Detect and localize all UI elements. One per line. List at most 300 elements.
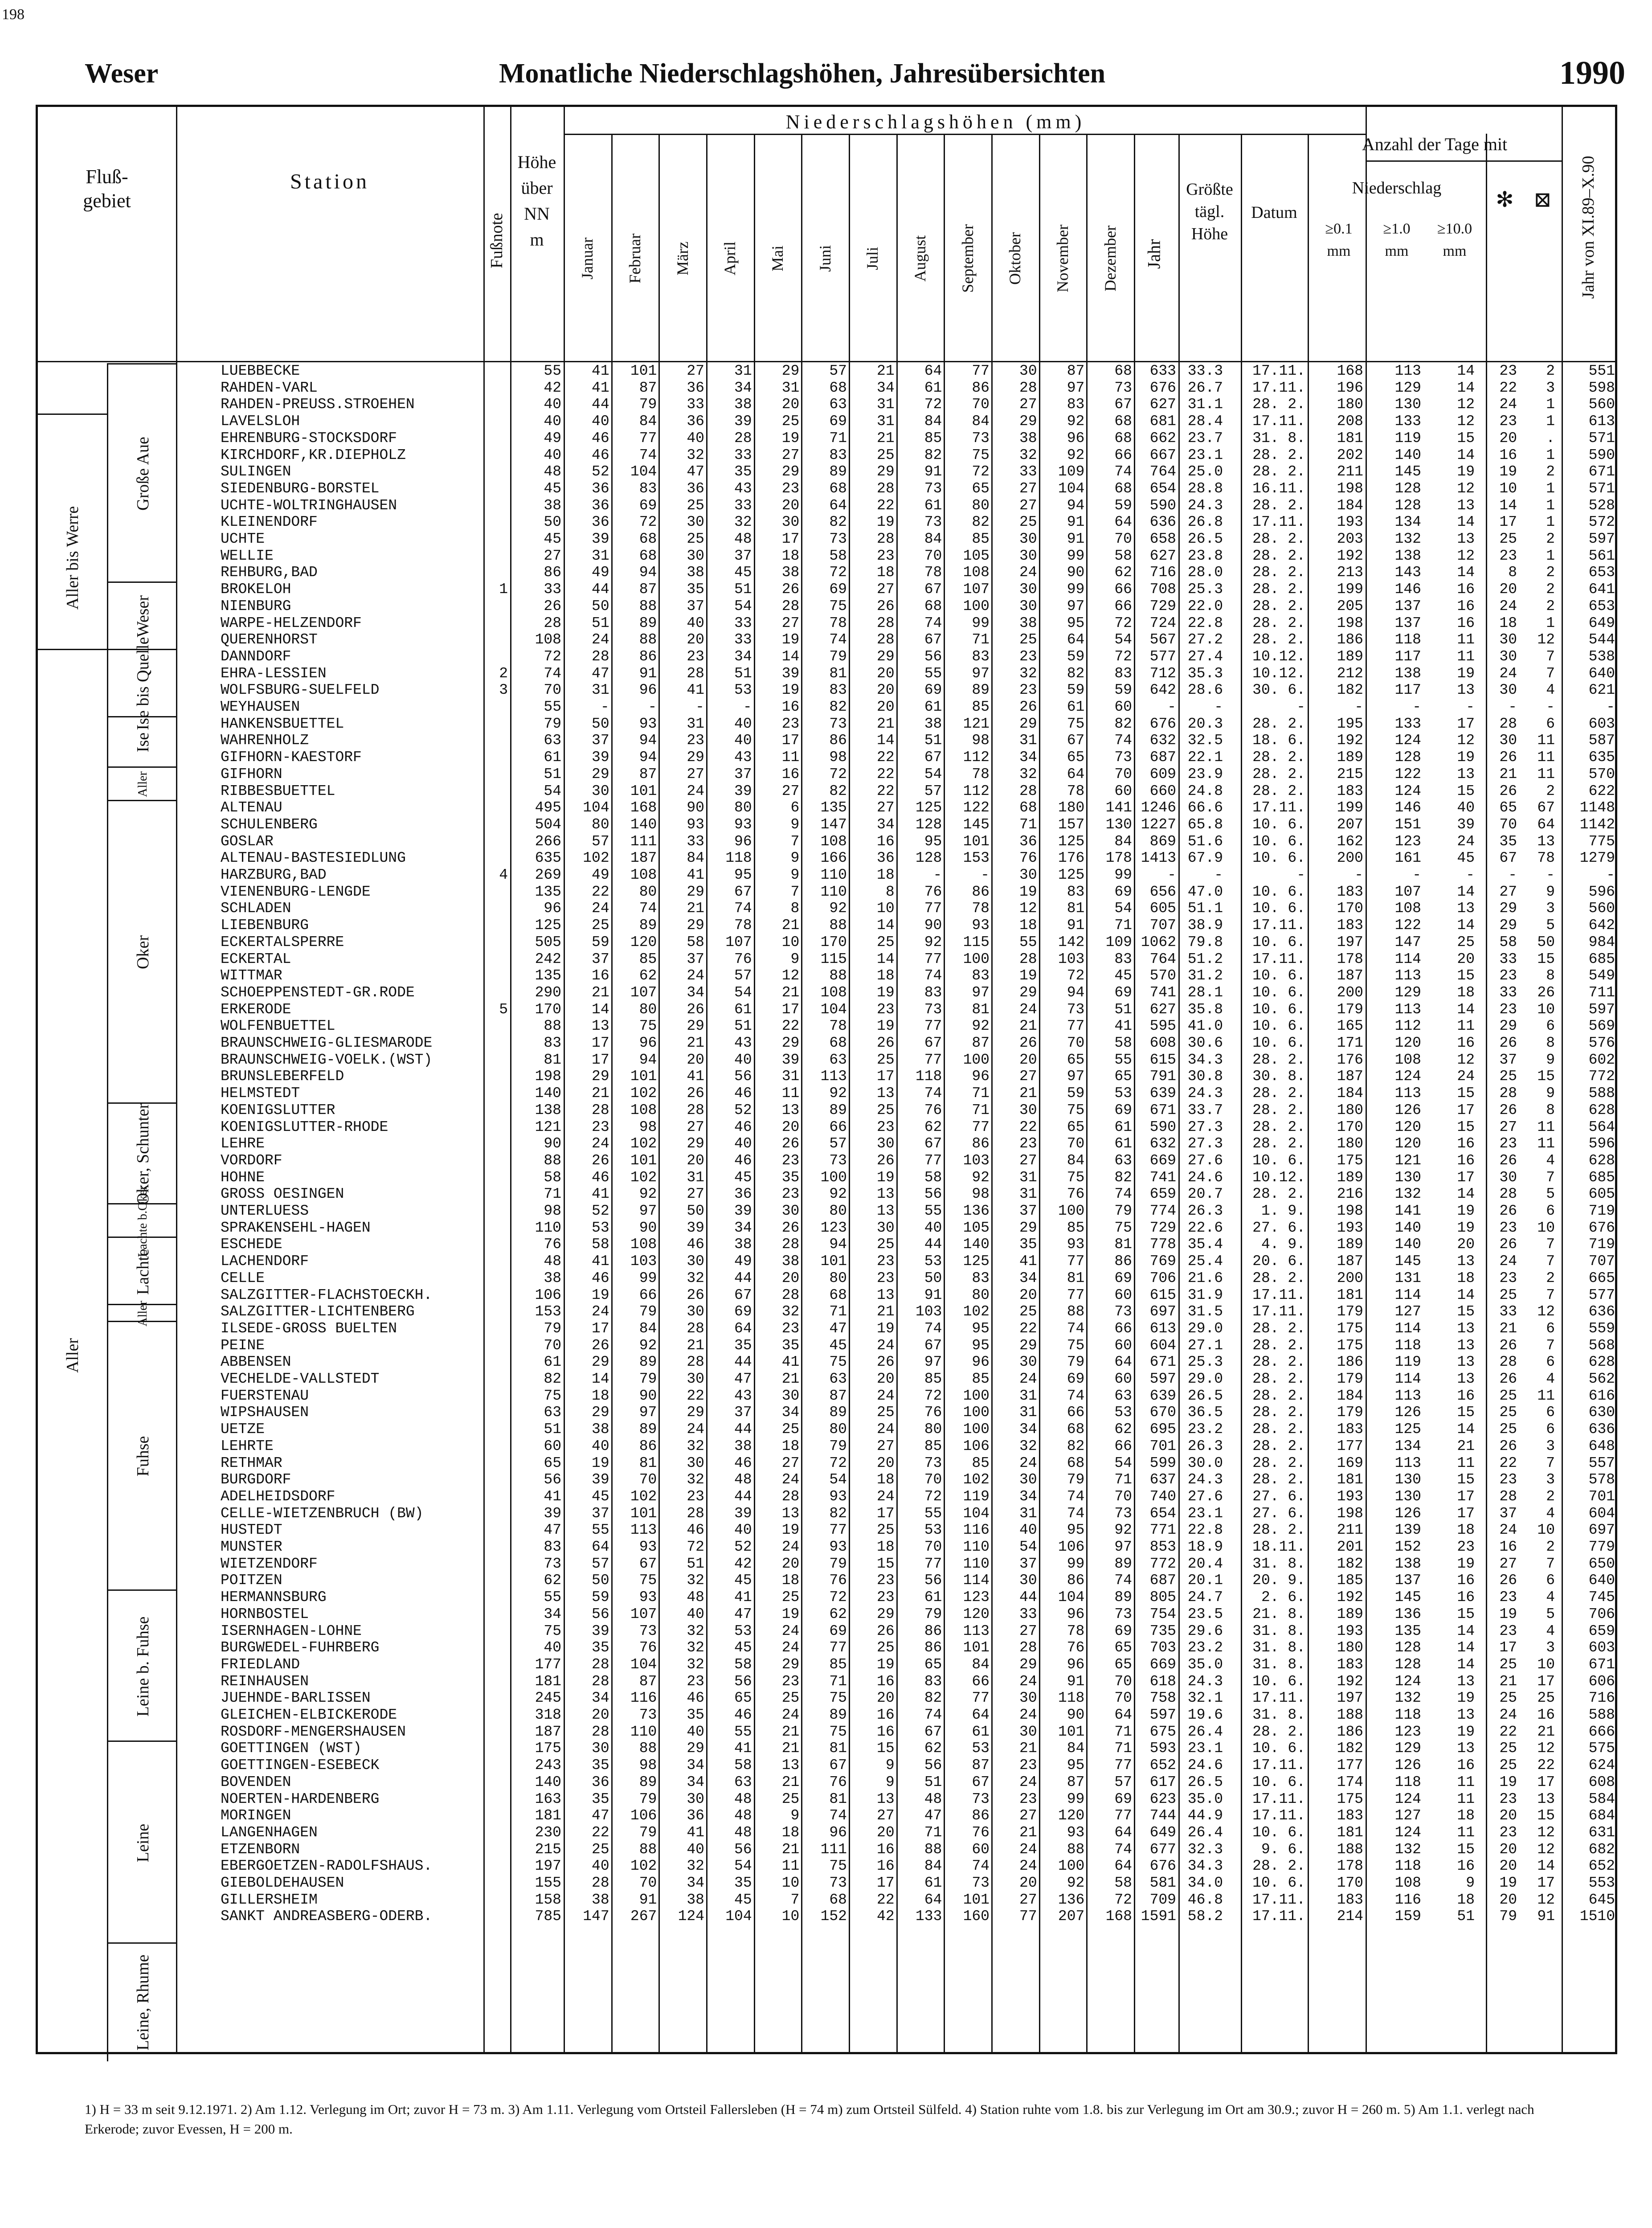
table-cell: 9: [790, 1807, 800, 1824]
table-cell: 85: [972, 531, 990, 547]
table-cell: 168: [630, 799, 657, 816]
station-name: ROSDORF-MENGERSHAUSEN: [221, 1723, 406, 1740]
table-cell: 28. 2.: [1252, 1135, 1305, 1152]
table-cell: 697: [1149, 1303, 1176, 1320]
table-cell: 26: [592, 1152, 609, 1169]
table-cell: 21: [781, 1773, 800, 1790]
table-row: [38, 1153, 1615, 1168]
table-cell: 81: [829, 665, 847, 682]
table-cell: 605: [1149, 900, 1176, 917]
table-cell: 729: [1149, 1219, 1176, 1236]
hoehe-header: [510, 149, 564, 253]
table-cell: 91: [924, 463, 942, 480]
table-cell: 19: [1499, 1773, 1517, 1790]
table-cell: 73: [1114, 749, 1132, 766]
table-cell: 74: [1067, 1505, 1085, 1522]
table-cell: 14: [1457, 1421, 1475, 1438]
table-cell: 707: [1588, 1253, 1615, 1270]
table-row: [38, 1170, 1615, 1185]
table-cell: 110: [820, 883, 847, 900]
table-cell: 86: [972, 379, 990, 396]
table-cell: 75: [1067, 715, 1085, 732]
table-cell: 37: [734, 547, 752, 564]
table-cell: 61: [544, 749, 561, 766]
table-cell: 775: [1588, 833, 1615, 850]
table-cell: 71: [924, 1824, 942, 1841]
table-cell: 19: [1457, 1203, 1475, 1219]
table-cell: 40: [544, 396, 561, 413]
table-cell: 27: [877, 1807, 895, 1824]
table-cell: 155: [535, 1875, 561, 1891]
station-name: GIFHORN-KAESTORF: [221, 749, 362, 766]
table-cell: 104: [583, 799, 609, 816]
table-cell: 560: [1588, 900, 1615, 917]
table-cell: 93: [639, 1539, 657, 1555]
table-cell: 86: [639, 1438, 657, 1454]
table-cell: 36.5: [1187, 1404, 1223, 1421]
table-cell: 17: [781, 531, 800, 547]
table-cell: 19: [781, 631, 800, 648]
table-cell: 24: [781, 1639, 800, 1656]
table-cell: 67: [1499, 850, 1517, 867]
table-cell: 91: [924, 1286, 942, 1303]
table-cell: 77: [639, 430, 657, 446]
table-cell: 19: [877, 1320, 895, 1337]
table-cell: 128: [1394, 749, 1421, 766]
table-cell: 18: [781, 547, 800, 564]
table-cell: 99: [639, 1270, 657, 1286]
year-title: 1990: [1559, 55, 1625, 91]
table-cell: 88: [639, 631, 657, 648]
table-cell: 61: [924, 1589, 942, 1606]
table-cell: 111: [630, 833, 657, 850]
table-cell: 25: [877, 1522, 895, 1539]
table-cell: 133: [1394, 413, 1421, 430]
table-cell: 630: [1588, 1404, 1615, 1421]
table-cell: 21: [877, 715, 895, 732]
table-cell: 684: [1588, 1807, 1615, 1824]
table-cell: 24.3: [1187, 497, 1223, 514]
table-cell: 13: [877, 1790, 895, 1807]
groesste-label-1: Größte: [1186, 180, 1233, 199]
table-cell: 18: [877, 867, 895, 883]
table-cell: 31: [592, 547, 609, 564]
table-cell: 13: [1457, 1320, 1475, 1337]
table-cell: 74: [734, 900, 752, 917]
station-name: BOVENDEN: [221, 1773, 291, 1790]
table-cell: 68: [829, 1891, 847, 1908]
table-cell: 697: [1588, 1522, 1615, 1539]
table-cell: 28: [592, 1723, 609, 1740]
table-cell: 28.1: [1187, 984, 1223, 1001]
table-cell: 2: [1546, 1270, 1555, 1286]
table-cell: 83: [972, 1270, 990, 1286]
table-cell: 32: [687, 1471, 704, 1488]
table-cell: 45: [592, 1488, 609, 1505]
table-cell: 38: [687, 1891, 704, 1908]
station-name: LANGENHAGEN: [221, 1824, 318, 1841]
table-cell: 25: [1537, 1690, 1555, 1707]
table-cell: 102: [630, 1488, 657, 1505]
table-cell: 29.6: [1187, 1622, 1223, 1639]
table-cell: 74: [924, 967, 942, 984]
table-cell: 30: [1019, 531, 1037, 547]
table-cell: 98: [829, 749, 847, 766]
table-cell: 2: [1546, 1488, 1555, 1505]
table-cell: 23: [877, 1253, 895, 1270]
table-cell: 51: [924, 1773, 942, 1790]
table-cell: 25.0: [1187, 463, 1223, 480]
table-cell: 13: [781, 1505, 800, 1522]
table-cell: 21: [687, 900, 704, 917]
table-cell: 25: [877, 446, 895, 463]
table-cell: 10. 6.: [1252, 1035, 1305, 1051]
table-cell: 20.4: [1187, 1555, 1223, 1572]
table-cell: 166: [820, 850, 847, 867]
table-cell: 706: [1588, 1605, 1615, 1622]
table-cell: 92: [1067, 1875, 1085, 1891]
table-cell: 17.11.: [1252, 950, 1305, 967]
jahr-von-header: Jahr von XI.89–X.90: [1579, 156, 1598, 299]
table-cell: 23: [781, 1186, 800, 1203]
table-cell: 707: [1149, 917, 1176, 934]
table-cell: 95: [734, 867, 752, 883]
table-cell: 772: [1588, 1068, 1615, 1085]
table-cell: 17: [1457, 1169, 1475, 1186]
table-cell: 30: [1019, 1723, 1037, 1740]
table-cell: 20: [781, 1270, 800, 1286]
table-cell: 26: [1499, 1572, 1517, 1589]
table-cell: 31: [592, 682, 609, 699]
table-cell: 25: [592, 1841, 609, 1858]
table-cell: 14: [592, 1371, 609, 1387]
table-cell: 627: [1149, 547, 1176, 564]
table-cell: 73: [829, 1152, 847, 1169]
table-cell: 181: [535, 1673, 561, 1690]
table-cell: 181: [535, 1807, 561, 1824]
table-cell: 18: [1499, 614, 1517, 631]
table-cell: 588: [1588, 1707, 1615, 1723]
table-cell: 53: [924, 1253, 942, 1270]
table-cell: 10. 6.: [1252, 934, 1305, 950]
table-cell: 96: [1067, 430, 1085, 446]
table-cell: 198: [1337, 480, 1363, 497]
table-cell: 135: [535, 967, 561, 984]
table-cell: 44: [734, 1421, 752, 1438]
table-row: [38, 1018, 1615, 1034]
table-cell: 41: [592, 1253, 609, 1270]
table-cell: 12: [781, 967, 800, 984]
table-cell: 55: [592, 1522, 609, 1539]
table-cell: 19: [1457, 1723, 1475, 1740]
table-cell: 180: [1337, 1639, 1363, 1656]
table-cell: 41: [1114, 1018, 1132, 1035]
table-cell: 90: [639, 1387, 657, 1404]
table-cell: 667: [1149, 446, 1176, 463]
table-cell: 16: [1457, 1757, 1475, 1774]
table-cell: 19: [877, 514, 895, 531]
table-cell: 70: [1114, 1690, 1132, 1707]
table-cell: 23: [592, 1118, 609, 1135]
table-row: [38, 1690, 1615, 1706]
table-cell: 16.11.: [1252, 480, 1305, 497]
station-name: VECHELDE-VALLSTEDT: [221, 1371, 380, 1387]
table-cell: 24: [1499, 1707, 1517, 1723]
table-cell: 21.6: [1187, 1270, 1223, 1286]
table-cell: 41: [687, 1068, 704, 1085]
table-cell: 18: [781, 1438, 800, 1454]
table-cell: 158: [535, 1891, 561, 1908]
table-cell: 140: [1394, 446, 1421, 463]
table-cell: 18.11.: [1252, 1539, 1305, 1555]
table-cell: 73: [924, 480, 942, 497]
table-cell: 59: [1067, 648, 1085, 665]
table-row: [38, 1085, 1615, 1101]
table-cell: 22.0: [1187, 598, 1223, 614]
table-cell: 192: [1337, 1589, 1363, 1606]
table-cell: 15: [1457, 1841, 1475, 1858]
table-cell: 13: [592, 1018, 609, 1035]
table-cell: 113: [1394, 363, 1421, 379]
table-cell: 132: [1394, 1841, 1421, 1858]
table-cell: 30: [592, 1740, 609, 1757]
table-cell: 16: [1457, 1589, 1475, 1606]
table-cell: 22: [1019, 1118, 1037, 1135]
table-cell: -: [1354, 867, 1363, 883]
table-cell: 57: [592, 833, 609, 850]
table-cell: 10. 6.: [1252, 1673, 1305, 1690]
table-cell: 266: [535, 833, 561, 850]
table-cell: 43: [734, 1035, 752, 1051]
table-cell: 97: [639, 1203, 657, 1219]
anzahl-header: Anzahl der Tage mit: [1362, 134, 1508, 154]
table-cell: 27: [781, 614, 800, 631]
table-cell: 94: [829, 1236, 847, 1253]
table-cell: 27: [687, 1118, 704, 1135]
table-cell: 170: [820, 934, 847, 950]
table-cell: 70: [1067, 1135, 1085, 1152]
table-cell: 74: [1067, 1387, 1085, 1404]
table-cell: 38: [734, 1236, 752, 1253]
table-cell: 677: [1149, 1841, 1176, 1858]
table-cell: 572: [1588, 514, 1615, 531]
table-cell: 71: [829, 1303, 847, 1320]
table-cell: 99: [1067, 581, 1085, 598]
table-cell: 142: [1058, 934, 1085, 950]
table-cell: 64: [592, 1539, 609, 1555]
table-cell: 26: [1499, 1035, 1517, 1051]
table-cell: 193: [1337, 1488, 1363, 1505]
table-cell: 70: [544, 682, 561, 699]
table-cell: 12: [1457, 732, 1475, 749]
table-cell: 127: [1394, 1303, 1421, 1320]
table-cell: 44: [924, 1236, 942, 1253]
table-cell: 59: [1114, 682, 1132, 699]
table-cell: 81: [1067, 900, 1085, 917]
river-group-label: Weser: [133, 595, 152, 638]
table-cell: 79: [1114, 1203, 1132, 1219]
table-cell: 23: [1499, 1824, 1517, 1841]
table-cell: 77: [972, 1690, 990, 1707]
table-cell: 75: [829, 598, 847, 614]
table-cell: 19: [1499, 463, 1517, 480]
table-cell: 30: [1499, 732, 1517, 749]
table-cell: 64: [734, 1320, 752, 1337]
table-row: [38, 397, 1615, 412]
table-cell: 153: [535, 1303, 561, 1320]
table-cell: 41: [1019, 1253, 1037, 1270]
table-cell: 82: [1114, 715, 1132, 732]
table-cell: 180: [1058, 799, 1085, 816]
table-cell: 160: [963, 1908, 990, 1925]
table-cell: 56: [734, 1673, 752, 1690]
table-cell: 18: [1019, 917, 1037, 934]
table-cell: 72: [924, 1387, 942, 1404]
table-cell: 16: [1457, 1035, 1475, 1051]
table-cell: 30: [781, 514, 800, 531]
table-cell: 109: [1058, 463, 1085, 480]
table-cell: 96: [972, 1068, 990, 1085]
table-cell: 45: [734, 1639, 752, 1656]
unit-10: mm: [1385, 243, 1409, 259]
table-cell: 21: [1499, 1673, 1517, 1690]
table-cell: 597: [1149, 1707, 1176, 1723]
table-cell: 121: [963, 715, 990, 732]
table-cell: 613: [1149, 1320, 1176, 1337]
table-cell: 34: [687, 1773, 704, 1790]
table-cell: 64: [1114, 514, 1132, 531]
table-cell: 10: [781, 1875, 800, 1891]
table-cell: 54: [734, 984, 752, 1001]
table-cell: 38.9: [1187, 917, 1223, 934]
table-cell: 57: [829, 363, 847, 379]
table-cell: 114: [1394, 950, 1421, 967]
table-row: [38, 447, 1615, 463]
table-row: [38, 363, 1615, 379]
table-cell: 4: [1546, 1622, 1555, 1639]
table-cell: 25: [1499, 1656, 1517, 1673]
table-cell: 1062: [1141, 934, 1176, 950]
table-cell: 40: [592, 413, 609, 430]
table-cell: 606: [1588, 1673, 1615, 1690]
table-cell: 10.12.: [1252, 665, 1305, 682]
table-cell: 654: [1149, 1505, 1176, 1522]
station-name: QUERENHORST: [221, 631, 318, 648]
table-cell: 28. 2.: [1252, 581, 1305, 598]
table-cell: 49: [592, 867, 609, 883]
table-cell: 205: [1337, 598, 1363, 614]
table-cell: 117: [1394, 648, 1421, 665]
table-cell: 27: [877, 1438, 895, 1454]
table-cell: 93: [687, 816, 704, 833]
table-row: [38, 1674, 1615, 1689]
table-row: [38, 1539, 1615, 1555]
table-cell: 30: [592, 782, 609, 799]
table-cell: 81: [972, 1001, 990, 1018]
table-cell: 93: [639, 715, 657, 732]
table-cell: 687: [1149, 1572, 1176, 1589]
table-cell: 19: [1457, 665, 1475, 682]
table-cell: 30.8: [1187, 1068, 1223, 1085]
table-cell: 76: [972, 1824, 990, 1841]
table-cell: 88: [544, 1152, 561, 1169]
table-cell: 103: [963, 1152, 990, 1169]
table-cell: 113: [1394, 1001, 1421, 1018]
table-cell: 19: [877, 1018, 895, 1035]
table-cell: 32: [1019, 446, 1037, 463]
table-cell: 102: [630, 1169, 657, 1186]
table-cell: 79: [544, 715, 561, 732]
table-cell: 28. 2.: [1252, 631, 1305, 648]
table-cell: 70: [1114, 531, 1132, 547]
table-cell: 30: [1499, 648, 1517, 665]
table-cell: 108: [820, 984, 847, 1001]
table-cell: 19.6: [1187, 1707, 1223, 1723]
table-cell: 77: [924, 1051, 942, 1068]
table-cell: 66: [1114, 1320, 1132, 1337]
table-cell: 30: [877, 1135, 895, 1152]
table-cell: 189: [1337, 648, 1363, 665]
station-name: REHBURG,BAD: [221, 564, 318, 581]
table-cell: 80: [639, 883, 657, 900]
table-cell: 74: [639, 900, 657, 917]
table-cell: 20: [877, 665, 895, 682]
table-cell: 181: [1337, 1471, 1363, 1488]
table-cell: 20.1: [1187, 1572, 1223, 1589]
table-cell: 28. 2.: [1252, 497, 1305, 514]
table-cell: 73: [924, 514, 942, 531]
table-cell: 87: [829, 1387, 847, 1404]
table-cell: 55: [924, 1203, 942, 1219]
table-cell: 69: [639, 497, 657, 514]
table-cell: 19: [1457, 1219, 1475, 1236]
table-cell: 140: [963, 1236, 990, 1253]
snow-icon: ✻: [1496, 188, 1514, 212]
table-cell: 66: [639, 1286, 657, 1303]
station-name: EBERGOETZEN-RADOLFSHAUS.: [221, 1858, 433, 1875]
table-cell: 104: [1058, 480, 1085, 497]
table-cell: 25: [1499, 1690, 1517, 1707]
table-cell: 60: [1114, 782, 1132, 799]
table-cell: 24: [877, 1488, 895, 1505]
table-row: [38, 699, 1615, 715]
table-cell: 71: [1114, 1723, 1132, 1740]
hoehe-label-2: über: [521, 178, 553, 198]
table-cell: 56: [734, 1068, 752, 1085]
table-cell: 24: [1019, 1673, 1037, 1690]
table-cell: 124: [1394, 782, 1421, 799]
table-cell: 665: [1588, 1270, 1615, 1286]
table-cell: 84: [924, 531, 942, 547]
table-cell: 68: [1067, 1421, 1085, 1438]
station-name: WELLIE: [221, 547, 274, 564]
table-row: [38, 1270, 1615, 1286]
hoehe-label-1: Höhe: [517, 152, 556, 172]
table-cell: 179: [1337, 1404, 1363, 1421]
table-cell: 11: [1457, 1824, 1475, 1841]
table-cell: 212: [1337, 665, 1363, 682]
table-cell: 95: [1067, 1757, 1085, 1774]
table-cell: 571: [1588, 480, 1615, 497]
table-cell: 584: [1588, 1790, 1615, 1807]
table-cell: 17.11.: [1252, 917, 1305, 934]
table-cell: 57: [734, 967, 752, 984]
table-cell: 21: [781, 1371, 800, 1387]
table-cell: 80: [924, 1421, 942, 1438]
table-cell: 36: [592, 480, 609, 497]
table-cell: 120: [1394, 1035, 1421, 1051]
table-cell: 117: [1394, 682, 1421, 699]
